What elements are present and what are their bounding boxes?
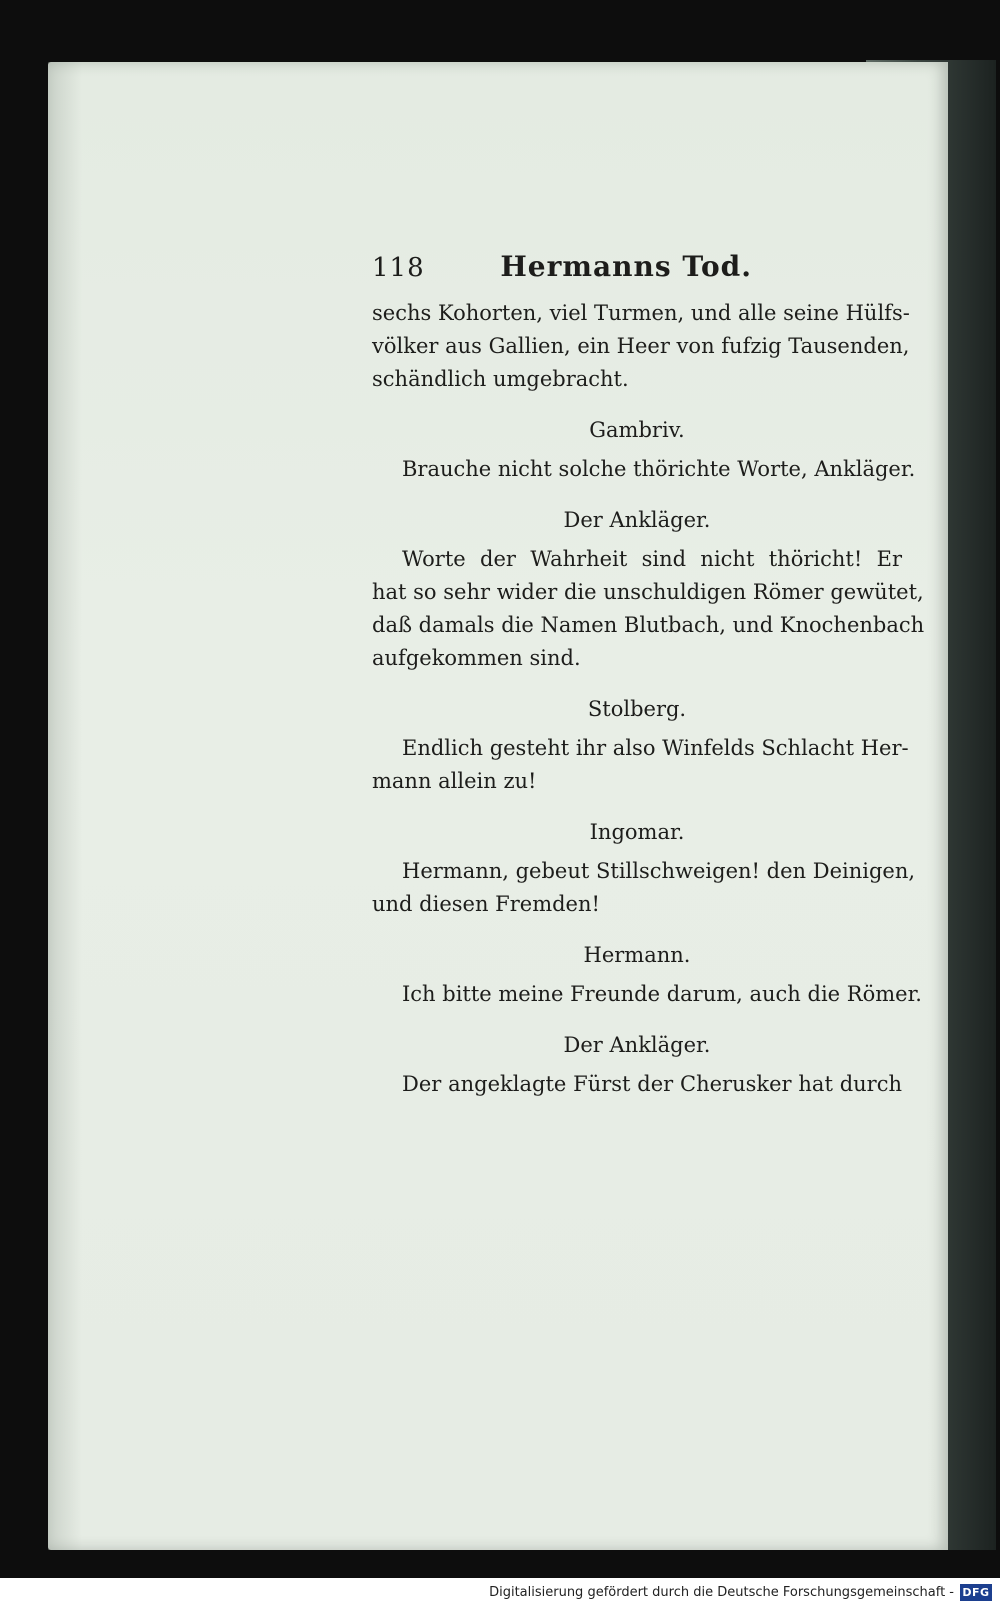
text-line: und diesen Fremden! bbox=[372, 892, 600, 916]
text-line: völker aus Gallien, ein Heer von fufzig Tausenden, bbox=[372, 334, 910, 358]
speaker-name: Ingomar. bbox=[589, 820, 685, 844]
page-text bbox=[372, 250, 925, 1101]
speaker-name: Gambriv. bbox=[589, 418, 685, 442]
text-line: daß damals die Namen Blutbach, und Knochenbach bbox=[372, 613, 925, 637]
digitization-footer bbox=[0, 1578, 1000, 1608]
text-line: Hermann, gebeut Stillschweigen! den Deinigen, bbox=[402, 859, 916, 883]
text-line: Worte der Wahrheit sind nicht thöricht! Er bbox=[402, 547, 902, 571]
text-line: sechs Kohorten, viel Turmen, und alle seine Hülfs- bbox=[372, 301, 910, 325]
speaker-name: Der Ankläger. bbox=[563, 1033, 711, 1057]
text-line: schändlich umgebracht. bbox=[372, 367, 629, 391]
page-header bbox=[372, 250, 902, 283]
funding-credit: Digitalisierung gefördert durch die Deutsche Forschungsgemeinschaft - bbox=[489, 1585, 954, 1600]
page-number: 118 bbox=[372, 253, 425, 283]
text-line: Brauche nicht solche thörichte Worte, Ankläger. bbox=[402, 457, 916, 481]
speaker-name: Hermann. bbox=[583, 943, 691, 967]
speaker-name: Der Ankläger. bbox=[563, 508, 711, 532]
text-line: Ich bitte meine Freunde darum, auch die Römer. bbox=[402, 982, 922, 1006]
dfg-logo-icon: DFG bbox=[960, 1584, 992, 1601]
text-line: Der angeklagte Fürst der Cherusker hat durch bbox=[402, 1072, 902, 1096]
text-line: aufgekommen sind. bbox=[372, 646, 581, 670]
text-line: mann allein zu! bbox=[372, 769, 537, 793]
running-head: Hermanns Tod. bbox=[500, 250, 752, 283]
text-line: Endlich gesteht ihr also Winfelds Schlacht Her- bbox=[402, 736, 909, 760]
text-line: hat so sehr wider die unschuldigen Römer gewütet, bbox=[372, 580, 924, 604]
speaker-name: Stolberg. bbox=[587, 697, 687, 721]
